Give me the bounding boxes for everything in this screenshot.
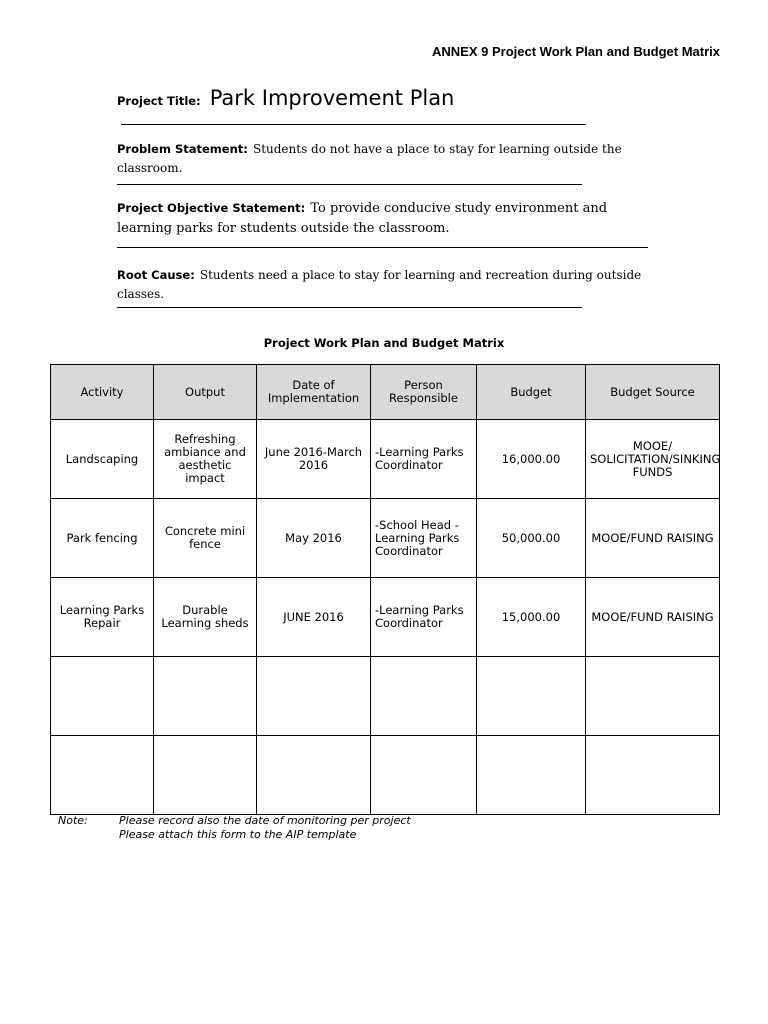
problem-statement-value: Students do not have a place to stay for learning outside the classroom. <box>117 142 622 175</box>
cell-date: June 2016-March 2016 <box>257 420 371 499</box>
table-row <box>51 420 720 499</box>
cell-date: JUNE 2016 <box>257 578 371 657</box>
cell-source: MOOE/ SOLICITATION/SINKING FUNDS <box>586 420 720 499</box>
objective-statement-field <box>117 198 647 238</box>
annex-header: ANNEX 9 Project Work Plan and Budget Matrix <box>432 44 720 59</box>
note-line: Please record also the date of monitoring per project <box>119 814 411 827</box>
cell-budget: 15,000.00 <box>477 578 586 657</box>
project-title-label: Project Title: <box>117 94 201 108</box>
note-label: Note: <box>58 814 88 827</box>
header-budget: Budget <box>477 365 586 420</box>
project-title-value: Park Improvement Plan <box>209 86 455 110</box>
cell-person: -Learning Parks Coordinator <box>371 420 477 499</box>
table-row <box>51 499 720 578</box>
cell-budget: 50,000.00 <box>477 499 586 578</box>
cell-activity: Learning Parks Repair <box>51 578 154 657</box>
root-cause-underline <box>117 307 582 308</box>
cell-output: Refreshing ambiance and aesthetic impact <box>154 420 257 499</box>
header-activity: Activity <box>51 365 154 420</box>
cell-activity: Landscaping <box>51 420 154 499</box>
table-row-empty <box>51 657 720 736</box>
cell-person: -Learning Parks Coordinator <box>371 578 477 657</box>
table-row-empty <box>51 736 720 815</box>
cell-activity: Park fencing <box>51 499 154 578</box>
root-cause-label: Root Cause: <box>117 268 195 282</box>
cell-date: May 2016 <box>257 499 371 578</box>
problem-statement-field <box>117 139 637 177</box>
cell-output: Durable Learning sheds <box>154 578 257 657</box>
objective-statement-underline <box>117 247 648 248</box>
matrix-title: Project Work Plan and Budget Matrix <box>263 336 505 350</box>
header-date: Date of Implementation <box>257 365 371 420</box>
root-cause-field <box>117 265 657 303</box>
cell-source: MOOE/FUND RAISING <box>586 578 720 657</box>
header-source: Budget Source <box>586 365 720 420</box>
note-section <box>58 814 411 842</box>
root-cause-value: Students need a place to stay for learning and recreation during outside classes. <box>117 268 642 301</box>
note-line: Please attach this form to the AIP template <box>119 828 357 841</box>
problem-statement-label: Problem Statement: <box>117 142 248 156</box>
cell-source: MOOE/FUND RAISING <box>586 499 720 578</box>
project-title-underline <box>121 124 586 125</box>
header-person: Person Responsible <box>371 365 477 420</box>
cell-output: Concrete mini fence <box>154 499 257 578</box>
cell-person: -School Head -Learning Parks Coordinator <box>371 499 477 578</box>
budget-matrix-table <box>50 364 720 815</box>
table-header-row <box>51 365 720 420</box>
objective-statement-label: Project Objective Statement: <box>117 201 306 215</box>
objective-statement-value: To provide conducive study environment and learning parks for students outside the classroom. <box>117 201 608 236</box>
table-row <box>51 578 720 657</box>
problem-statement-underline <box>117 184 582 185</box>
cell-budget: 16,000.00 <box>477 420 586 499</box>
project-title-field <box>117 86 454 110</box>
header-output: Output <box>154 365 257 420</box>
